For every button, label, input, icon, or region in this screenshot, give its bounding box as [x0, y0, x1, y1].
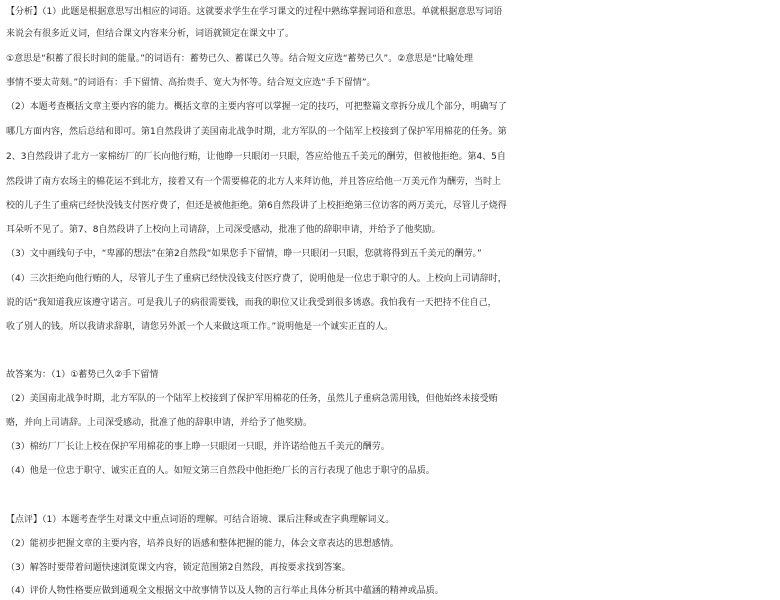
- analysis-line: 来说会有很多近义词，但结合课文内容来分析，词语就锁定在课文中了。: [6, 29, 295, 39]
- analysis-line: 收了别人的钱。所以我请求辞职，请您另外派一个人来做这项工作。”说明他是一个诚实正直的人。: [6, 322, 394, 332]
- analysis-line: （4）三次拒绝向他行贿的人，尽管儿子生了重病已经快没钱支付医疗费了，说明他是一位忠于职守的人。上校向上司请辞时，: [6, 274, 507, 284]
- analysis-line: 【分析】（1）此题是根据意思写出相应的词语。这就要求学生在学习课文的过程中熟练掌握词语和意思。单就根据意思写词语: [6, 7, 503, 17]
- comment-line: （3）解答时要带着问题快速浏览课文内容，锁定范围第2自然段，再按要求找到答案。: [6, 563, 351, 573]
- analysis-line: ①意思是“积蓄了很长时间的能量。”的词语有：蓄势已久、蓄谋已久等。结合短文应选“蓄势已久”。②意思是“比喻处理: [6, 54, 473, 64]
- analysis-line: 耳朵听不见了。第7、8自然段讲了上校向上司请辞，上司深受感动，批准了他的辞职申请，并给予了他奖励。: [6, 225, 441, 235]
- analysis-line: 事情不要太苛刻。”的词语有：手下留情、高抬贵手、宽大为怀等。结合短文应选“手下留情”。: [6, 78, 376, 88]
- answer-line: （3）棉纺厂厂长让上校在保护军用棉花的事上睁一只眼闭一只眼，并许诺给他五千美元的酬劳。: [6, 442, 390, 452]
- analysis-line: 然段讲了南方农场主的棉花运不到北方，接着又有一个需要棉花的北方人来拜访他，并且答应给他一万美元作为酬劳，当时上: [6, 177, 502, 187]
- analysis-line: 校的儿子生了重病已经快没钱支付医疗费了，但还是被他拒绝。第6自然段讲了上校拒绝第三位访客的两万美元，尽管儿子烧得: [6, 201, 507, 211]
- analysis-line: 2、3自然段讲了北方一家棉纺厂的厂长向他行贿，让他睁一只眼闭一只眼，答应给他五千美元的酬劳，但被他拒绝。第4、5自: [6, 152, 506, 162]
- comment-line: （4）评价人物性格要应做到通观全文根据文中故事情节以及人物的言行举止具体分析其中蕴涵的精神或品质。: [6, 586, 444, 596]
- analysis-line: （2）本题考查概括文章主要内容的能力。概括文章的主要内容可以掌握一定的技巧，可把整篇文章拆分成几个部分，明确写了: [6, 102, 507, 112]
- answer-line: （2）美国南北战争时期，北方军队的一个陆军上校接到了保护军用棉花的任务，虽然儿子重病急需用钱，但他始终未接受贿: [6, 394, 498, 404]
- answer-line: 故答案为：（1）①蓄势已久②手下留情: [6, 370, 159, 380]
- analysis-line: 哪几方面内容，然后总结和即可。第1自然段讲了美国南北战争时期，北方军队的一个陆军上校接到了保护军用棉花的任务。第: [6, 127, 507, 137]
- answer-line: 赂，并向上司请辞。上司深受感动，批准了他的辞职申请，并给予了他奖励。: [6, 418, 313, 428]
- answer-line: （4）他是一位忠于职守、诚实正直的人。如短文第三自然段中他拒绝厂长的言行表现了他忠于职守的品质。: [6, 466, 435, 476]
- analysis-line: 说的话“我知道我应该遵守诺言。可是我儿子的病很需要钱，而我的职位又让我受到很多诱惑。我怕我有一天把持不住自己，: [6, 298, 497, 308]
- comment-line: （2）能初步把握文章的主要内容，培养良好的语感和整体把握的能力，体会文章表达的思想感情。: [6, 539, 399, 549]
- comment-line: 【点评】（1）本题考查学生对课文中重点词语的理解。可结合语境、课后注释或查字典理解词义。: [6, 515, 395, 525]
- analysis-line: （3）文中画线句子中，“卑鄙的想法”在第2自然段“如果您手下留情，睁一只眼闭一只眼，您就将得到五千美元的酬劳。”: [6, 249, 482, 259]
